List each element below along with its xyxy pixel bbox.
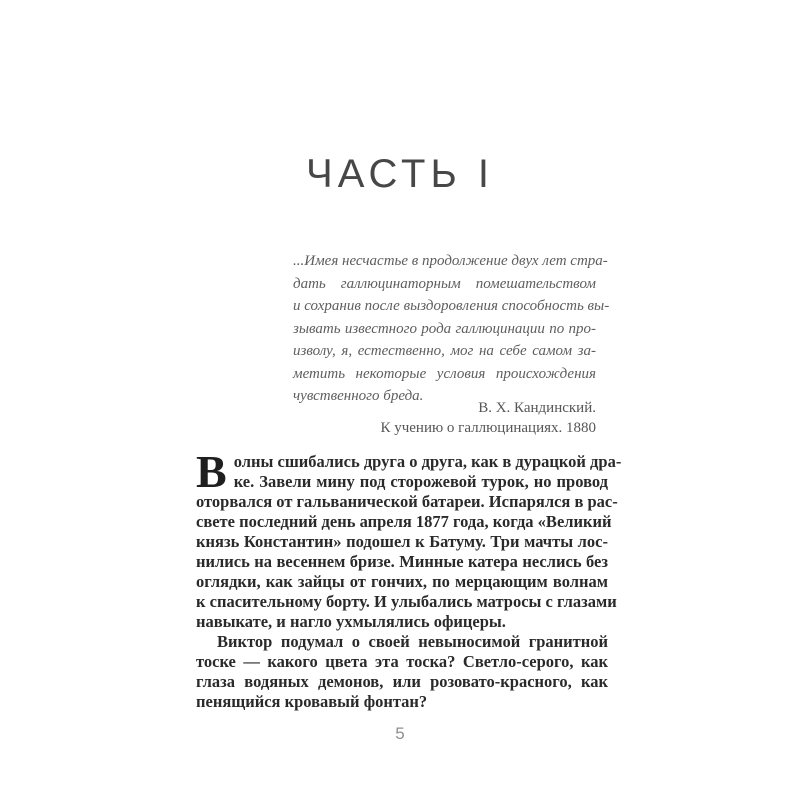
chapter-heading: ЧАСТЬ I — [306, 152, 494, 196]
text-line: ке. Завели мину под сторожевой турок, но провод — [233, 472, 608, 491]
epigraph — [293, 250, 610, 408]
text-line: пенящийся кровавый фонтан? — [196, 692, 428, 711]
epigraph-attribution — [293, 398, 596, 438]
paragraph-1 — [196, 446, 622, 632]
text-line: оторвался от гальванической батареи. Испарялся в рас- — [196, 492, 618, 511]
text-line: дать галлюцинаторным помешательством — [293, 275, 596, 292]
text-line: зывать известного рода галлюцинации по про- — [293, 320, 596, 337]
body-text — [196, 446, 622, 712]
text-line: нились на весеннем бризе. Минные катера неслись без — [196, 552, 608, 571]
text-line: оглядки, как зайцы от гончих, по мерцающим волнам — [196, 572, 608, 591]
text-line: чувственного бреда. — [293, 388, 424, 404]
text-line: изволу, я, естественно, мог на себе самом за- — [293, 343, 596, 359]
drop-cap: В — [196, 446, 227, 497]
attribution-source: К учению о галлюцинациях. 1880 — [380, 420, 596, 436]
page-number: 5 — [395, 724, 405, 743]
text-line: навыкате, и нагло ухмылялись офицеры. — [196, 612, 506, 631]
paragraph-2 — [196, 632, 608, 712]
text-line: глаза водяных демонов, или розовато-красного, как — [196, 672, 608, 691]
attribution-author: В. Х. Кандинский. — [478, 400, 596, 416]
text-line: олны сшибались друга о друга, как в дурацкой дра- — [233, 452, 622, 471]
text-line: метить некоторые условия происхождения — [293, 365, 596, 382]
text-line: Виктор подумал о своей невыносимой гранитной — [217, 632, 608, 651]
text-line: и сохранив после выздоровления способность вы- — [293, 298, 610, 314]
text-line: к спасительному борту. И улыбались матросы с глазами — [196, 592, 617, 611]
text-line: тоске — какого цвета эта тоска? Светло-серого, как — [196, 652, 608, 671]
text-line: ...Имея несчастье в продолжение двух лет стра- — [293, 253, 608, 269]
text-line: князь Константин» подошел к Батуму. Три мачты лос- — [196, 532, 608, 551]
text-line: свете последний день апреля 1877 года, когда «Великий — [196, 512, 612, 531]
